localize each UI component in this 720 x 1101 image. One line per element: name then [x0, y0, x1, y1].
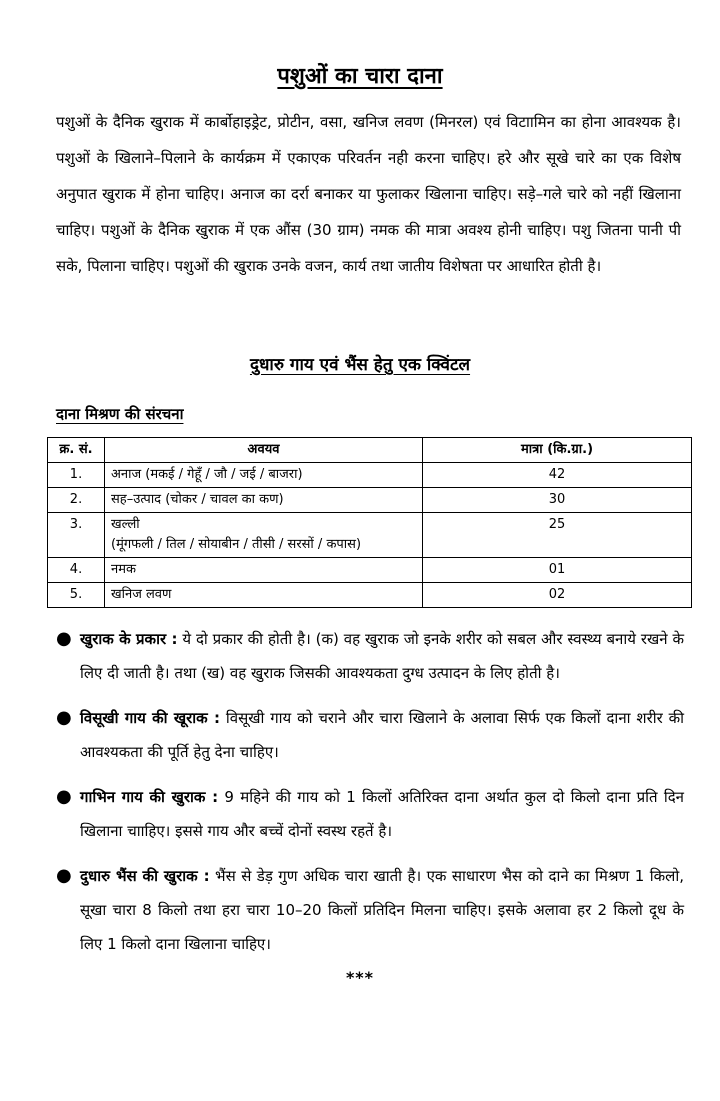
- cell-serial: 1.: [48, 463, 105, 488]
- point-term: दुधारु भैंस की खुराक :: [80, 867, 210, 885]
- cell-serial: 2.: [48, 488, 105, 513]
- cell-quantity: 30: [423, 488, 692, 513]
- section-heading: दुधारु गाय एवं भैंस हेतु एक क्विंटल: [249, 355, 471, 375]
- cell-ingredient: सह–उत्पाद (चोकर / चावल का कण): [105, 488, 423, 513]
- feeding-points-list: [56, 622, 684, 972]
- cell-serial: 4.: [48, 558, 105, 583]
- cell-quantity: 01: [423, 558, 692, 583]
- table-title: दाना मिश्रण की संरचना: [56, 405, 184, 423]
- feed-mixture-table: [47, 437, 692, 608]
- point-term: खुराक के प्रकार :: [80, 630, 178, 648]
- table-row: [48, 558, 692, 583]
- point-text: विसूखी गाय को चराने और चारा खिलाने के अलावा सिर्फ एक किलों दाना शरीर की आवश्यकता की पूर्ति हेतु देना चाहिए।: [80, 709, 684, 761]
- bullet-icon: ●: [56, 786, 72, 807]
- cell-serial: 3.: [48, 513, 105, 558]
- end-mark: ***: [345, 968, 375, 987]
- table-header-row: [48, 438, 692, 463]
- table-row: [48, 513, 692, 558]
- point-text: भैंस से डेड़ गुण अधिक चारा खाती है। एक साधारण भैस को दाने का मिश्रण 1 किलो, सूखा चारा 8 किलो तथा हरा चारा 10–20 किलों प्रतिदिन मिलना चाहिए। इसके अलावा हर 2 किलो दूध के लिए 1 किलो दाना खिलाना चाहिए।: [80, 867, 684, 953]
- ingredient-name: खल्ली: [111, 517, 140, 532]
- list-item: [56, 622, 684, 690]
- cell-quantity: 02: [423, 583, 692, 608]
- point-term: गाभिन गाय की खुराक :: [80, 788, 219, 806]
- page-title: पशुओं का चारा दाना: [277, 64, 443, 89]
- table-row: [48, 463, 692, 488]
- bullet-icon: ●: [56, 865, 72, 886]
- cell-quantity: 25: [423, 513, 692, 558]
- cell-ingredient: नमक: [105, 558, 423, 583]
- list-item: [56, 780, 684, 848]
- cell-quantity: 42: [423, 463, 692, 488]
- ingredient-detail: (मूंगफली / तिल / सोयाबीन / तीसी / सरसों / कपास): [111, 537, 362, 552]
- point-text: ये दो प्रकार की होती है। (क) वह खुराक जो इनके शरीर को सबल और स्वस्थ्य बनाये रखने के लिए दी जाती है। तथा (ख) वह खुराक जिसकी आवश्यकता दुग्ध उत्पादन के लिए होती है।: [80, 630, 684, 682]
- table-row: [48, 583, 692, 608]
- cell-ingredient: अनाज (मकई / गेहूँ / जौ / जई / बाजरा): [105, 463, 423, 488]
- point-text: 9 महिने की गाय को 1 किलों अतिरिक्त दाना अर्थात कुल दो किलो दाना प्रति दिन खिलाना चााहिए। इससे गाय और बच्चें दोनों स्वस्थ रहतें है।: [80, 788, 685, 840]
- header-ingredient: अवयव: [105, 438, 423, 463]
- table-row: [48, 488, 692, 513]
- header-quantity: मात्रा (कि.ग्रा.): [423, 438, 692, 463]
- bullet-icon: ●: [56, 628, 72, 649]
- list-item: [56, 701, 684, 769]
- header-serial: क्र. सं.: [48, 438, 105, 463]
- cell-ingredient: खनिज लवण: [105, 583, 423, 608]
- list-item: [56, 859, 684, 961]
- point-term: विसूखी गाय की खूराक :: [80, 709, 220, 727]
- bullet-icon: ●: [56, 707, 72, 728]
- intro-paragraph: पशुओं के दैनिक खुराक में कार्बोहाइड्रेट, प्रोटीन, वसा, खनिज लवण (मिनरल) एवं विटाामिन का होना आवश्यक है। पशुओं के खिलाने–पिलाने के कार्यक्रम में एकाएक परिवर्तन नही करना चाहिए। हरे और सूखे चारे का एक विशेष अनुपात खुराक में होना चाहिए। अनाज का दर्रा बनाकर या फुलाकर खिलाना चाहिए। सड़े–गले चारे को नहीं खिलाना चाहिए। पशुओं के दैनिक खुराक में एक औंस (30 ग्राम) नमक की मात्रा अवश्य होनी चाहिए। पशु जितना पानी पी सके, पिलाना चाहिए। पशुओं की खुराक उनके वजन, कार्य तथा जातीय विशेषता पर आधारित होती है।: [56, 113, 681, 275]
- cell-serial: 5.: [48, 583, 105, 608]
- cell-ingredient: [105, 513, 423, 558]
